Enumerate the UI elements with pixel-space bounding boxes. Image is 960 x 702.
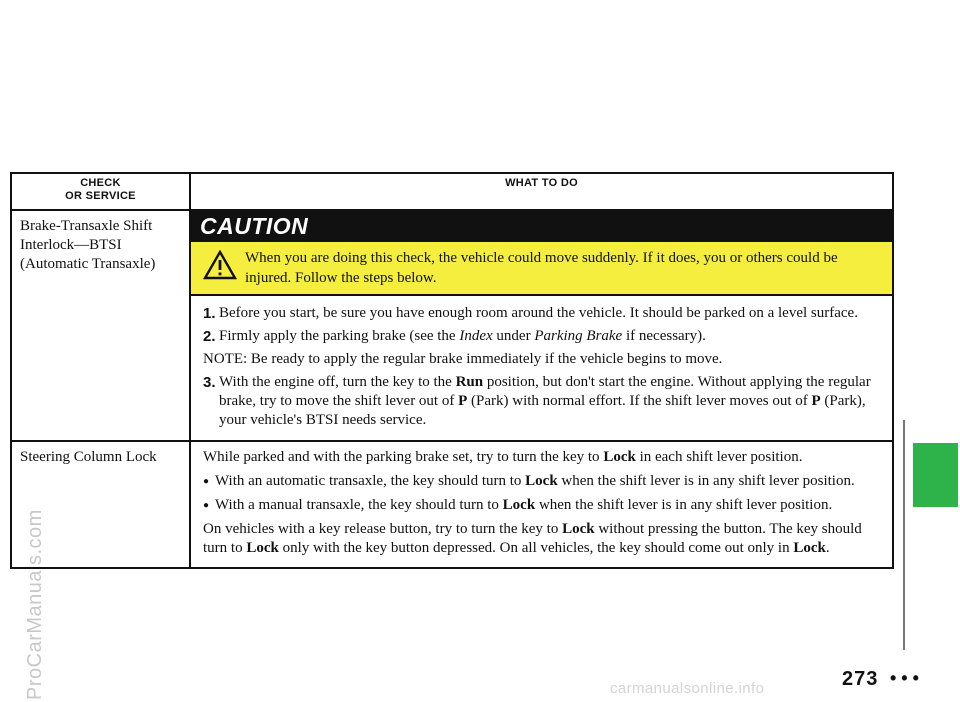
list-item [203, 496, 880, 515]
step-2-part-c: if necessary). [622, 328, 706, 344]
side-watermark: ProCarManuals.com [24, 509, 46, 700]
lock-label: Lock [562, 521, 595, 537]
warning-triangle-icon [203, 250, 237, 280]
bullet-dot-icon: ● [203, 500, 210, 511]
steering-intro [203, 448, 880, 467]
lock-label: Lock [502, 497, 536, 513]
final-part-d: . [825, 540, 830, 556]
btsi-instructions-cell [190, 210, 893, 441]
bullet-2-part-a: With a manual transaxle, the key should turn to [215, 497, 503, 513]
table-row-steering-lock [11, 441, 893, 568]
maintenance-check-table [10, 172, 894, 569]
caution-message: When you are doing this check, the vehicle could move suddenly. If it does, you or others could be injured. Follow the steps below. [245, 250, 838, 286]
final-part-b: without pressing the button. The key should turn to [203, 521, 862, 556]
parking-brake-reference: Parking Brake [534, 328, 623, 344]
section-divider [903, 420, 905, 650]
lock-label: Lock [603, 449, 636, 465]
step-2-text [219, 327, 878, 346]
bullet-1-text [215, 472, 880, 491]
caution-title: CAUTION [191, 211, 892, 242]
table-header-row [11, 173, 893, 210]
bullet-2-text [215, 496, 880, 515]
footer-watermark: carmanualsonline.info [610, 680, 765, 697]
intro-part-b: in each shift lever position. [635, 449, 803, 465]
step-3-text [219, 373, 878, 430]
step-1-text: Before you start, be sure you have enough room around the vehicle. It should be parked on a level surface. [219, 305, 858, 321]
park-label-1: P [458, 393, 468, 409]
step-3-number: 3. [203, 374, 216, 391]
step-3 [203, 373, 878, 430]
bullet-dot-icon: ● [203, 476, 210, 487]
final-part-c: only with the key button depressed. On all vehicles, the key should come out only in [278, 540, 794, 556]
step-1-number: 1. [203, 305, 216, 322]
lock-label: Lock [793, 540, 826, 556]
bullet-1-part-a: With an automatic transaxle, the key should turn to [215, 473, 526, 489]
run-position-label: Run [455, 374, 484, 390]
step-3-part-c: (Park) with normal effort. If the shift lever moves out of [467, 393, 812, 409]
intro-part-a: While parked and with the parking brake set, try to turn the key to [203, 449, 604, 465]
step-1 [203, 304, 878, 323]
note-text: NOTE: Be ready to apply the regular brake immediately if the vehicle begins to move. [203, 351, 723, 367]
list-item [203, 472, 880, 491]
btsi-steps [191, 296, 892, 440]
park-label-2: P [811, 393, 821, 409]
steering-instructions [191, 442, 892, 567]
step-3-part-b: position, but don't start the engine. Without applying the regular brake, try to move the shift lever out of [219, 374, 871, 409]
lock-label: Lock [525, 473, 558, 489]
lock-label: Lock [246, 540, 279, 556]
what-to-do-header: WHAT TO DO [190, 173, 893, 210]
final-part-a: On vehicles with a key release button, try to turn the key to [203, 521, 563, 537]
step-3-part-a: With the engine off, turn the key to the [219, 374, 456, 390]
step-2-part-b: under [492, 328, 535, 344]
bullet-2-part-b: when the shift lever is in any shift lever position. [535, 497, 833, 513]
page-dots: • • • [890, 668, 919, 688]
table-row-btsi [11, 210, 893, 441]
section-tab [913, 443, 958, 507]
index-reference: Index [459, 328, 493, 344]
header-or-service: OR SERVICE [65, 190, 136, 202]
steering-final [203, 520, 880, 558]
bullet-1-part-b: when the shift lever is in any shift lever position. [557, 473, 855, 489]
step-3-part-d: (Park), your vehicle's BTSI needs service. [219, 393, 866, 428]
btsi-name-cell [11, 210, 190, 441]
steering-instructions-cell [190, 441, 893, 568]
caution-box [191, 242, 892, 296]
btsi-name-line2: Interlock—BTSI [20, 237, 122, 253]
step-2-number: 2. [203, 328, 216, 345]
check-or-service-header [11, 173, 190, 210]
btsi-name-line1: Brake-Transaxle Shift [20, 218, 153, 234]
header-check: CHECK [80, 177, 121, 189]
btsi-name-line3: (Automatic Transaxle) [20, 256, 156, 272]
steering-name-cell: Steering Column Lock [11, 441, 190, 568]
page-number: 273 [842, 668, 879, 690]
step-2 [203, 327, 878, 346]
step-2-part-a: Firmly apply the parking brake (see the [219, 328, 460, 344]
